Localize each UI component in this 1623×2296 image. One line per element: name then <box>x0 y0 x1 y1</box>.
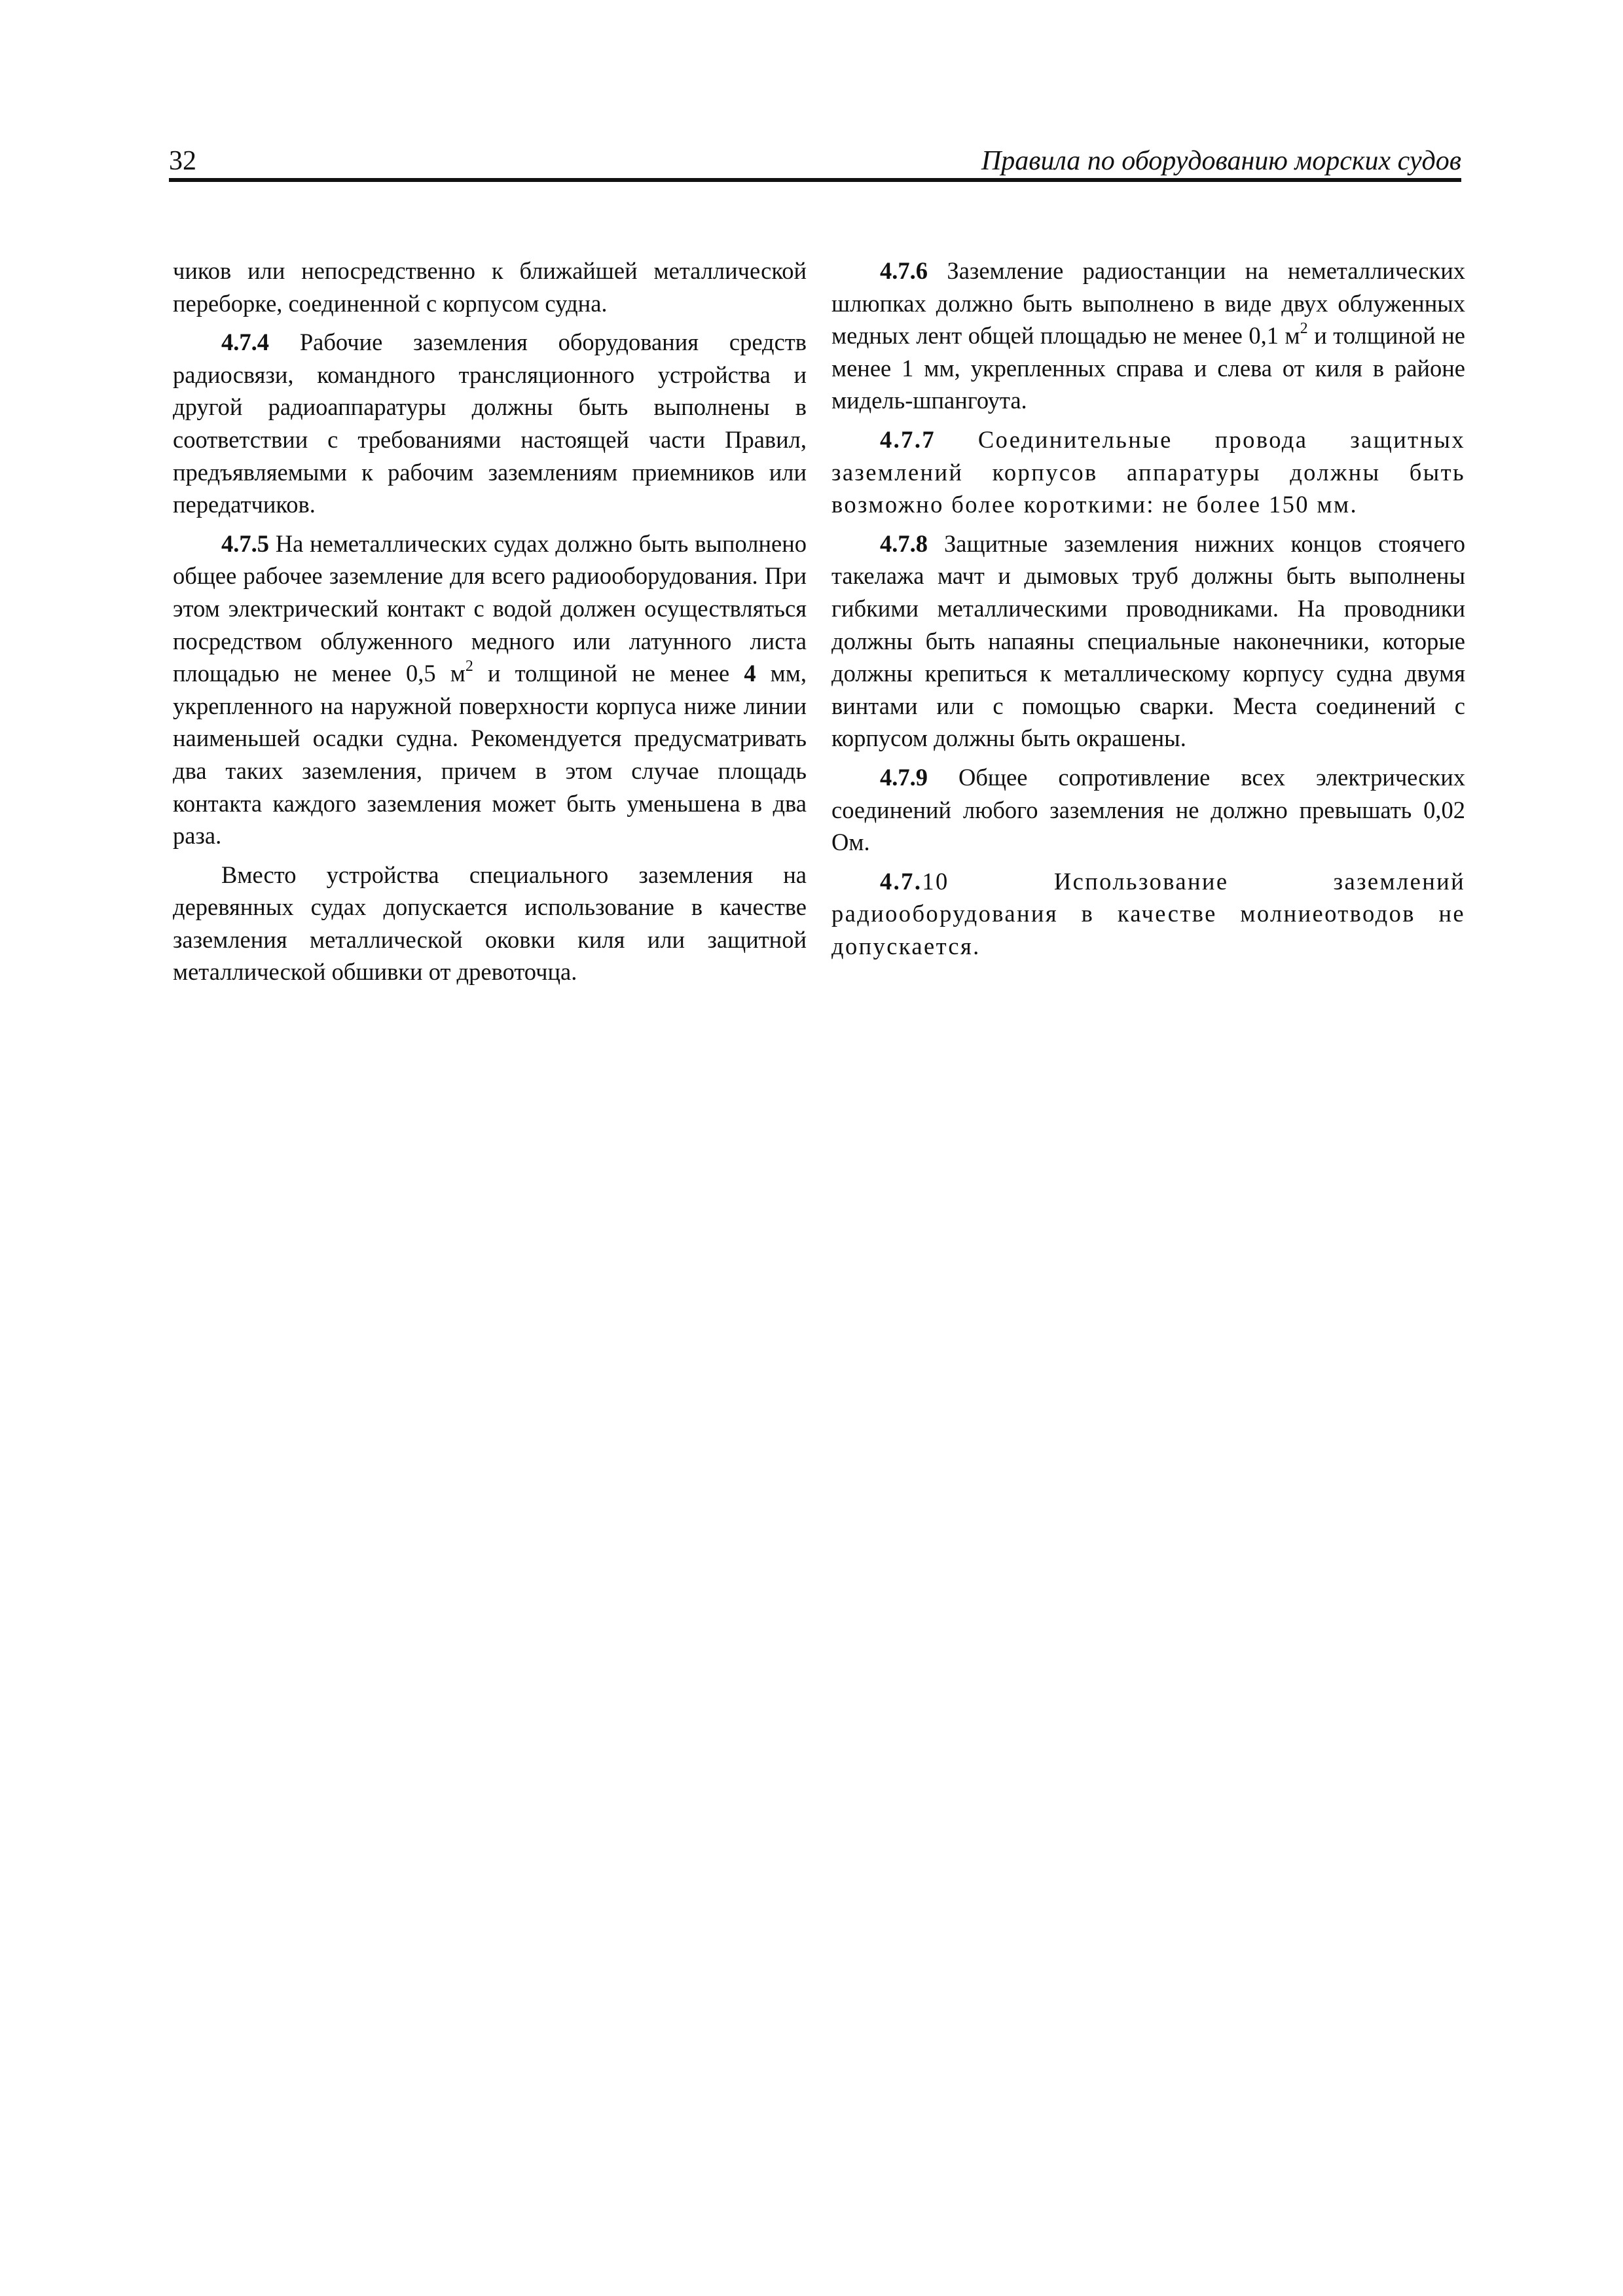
clause-text: мм, укрепленного на наружной поверхности корпуса ниже линии наименьшей осадки судна. Рекомендуется предусматривать два таких заземления, причем в этом случае площадь контакта каждого заземления может быть уменьшена в два раза. <box>173 660 807 850</box>
superscript: 2 <box>465 658 473 675</box>
clause-text: и толщиной не менее <box>473 660 744 687</box>
left-column <box>173 255 807 995</box>
clause-4-7-5 <box>173 528 807 852</box>
clause-text: Использование заземлений радиооборудования в качестве молниеотводов не допускается. <box>831 867 1465 960</box>
clause-number: 4.7.4 <box>221 329 269 356</box>
clause-number: 4.7.8 <box>880 529 928 557</box>
clause-number-suffix: 10 <box>922 867 949 895</box>
clause-number: 4.7.6 <box>880 257 928 284</box>
page-number: 32 <box>169 146 196 176</box>
clause-4-7-10 <box>831 865 1465 963</box>
clause-text: Рабочие заземления оборудования средств радиосвязи, командного трансляционного устройства и другой радиоаппаратуры должны быть выполнены в соответствии с требованиями настоящей части Правил, предъявляемыми к рабочим заземлениям приемников или передатчиков. <box>173 329 807 518</box>
clause-text: Соединительные провода защитных заземлений корпусов аппаратуры должны быть возможно более короткими: не более 150 мм. <box>831 425 1465 518</box>
clause-number: 4.7.5 <box>221 529 269 557</box>
paragraph-wooden-vessels <box>173 859 807 988</box>
clause-text: Защитные заземления нижних концов стоячего такелажа мачт и дымовых труб должны быть выполнены гибкими металлическими проводниками. На проводники должны быть напаяны специальные наконечники, которые должны крепиться к металлическому корпусу судна двумя винтами или с помощью сварки. Места соединений с корпусом должны быть окрашены. <box>831 529 1465 752</box>
clause-text: На неметаллических судах должно быть выполнено общее рабочее заземление для всего радиооборудования. При этом электрический контакт с водой должен осуществляться посредством облуженного медного или латунного листа площадью не менее 0,5 м <box>173 529 807 687</box>
clause-4-7-4 <box>173 326 807 521</box>
running-title: Правила по оборудованию морских судов <box>981 146 1461 176</box>
clause-number: 4.7.9 <box>880 763 928 791</box>
superscript: 2 <box>1300 320 1308 338</box>
page-header <box>169 144 1461 182</box>
clause-text: и толщиной не менее 1 мм, укрепленных справа и слева от киля в районе мидель-шпангоута. <box>831 322 1465 414</box>
clause-4-7-7 <box>831 423 1465 521</box>
bold-value: 4 <box>744 660 756 687</box>
clause-text: Общее сопротивление всех электрических соединений любого заземления не должно превышать 0,02 Ом. <box>831 763 1465 856</box>
clause-4-7-6 <box>831 255 1465 417</box>
paragraph-continuation <box>173 255 807 319</box>
clause-number: 4.7.7 <box>880 425 936 453</box>
clause-text: Заземление радиостанции на неметаллических шлюпках должно быть выполнено в виде двух облуженных медных лент общей площадью не менее 0,1 м <box>831 257 1465 350</box>
clause-4-7-9 <box>831 761 1465 859</box>
clause-number: 4.7. <box>880 867 922 895</box>
paragraph-text: чиков или непосредственно к ближайшей металлической переборке, соединенной с корпусом судна. <box>173 257 807 317</box>
right-column <box>831 255 1465 969</box>
clause-4-7-8 <box>831 528 1465 755</box>
paragraph-text: Вместо устройства специального заземления на деревянных судах допускается использование в качестве заземления металлической оковки киля или защитной металлической обшивки от древоточца. <box>173 861 807 986</box>
